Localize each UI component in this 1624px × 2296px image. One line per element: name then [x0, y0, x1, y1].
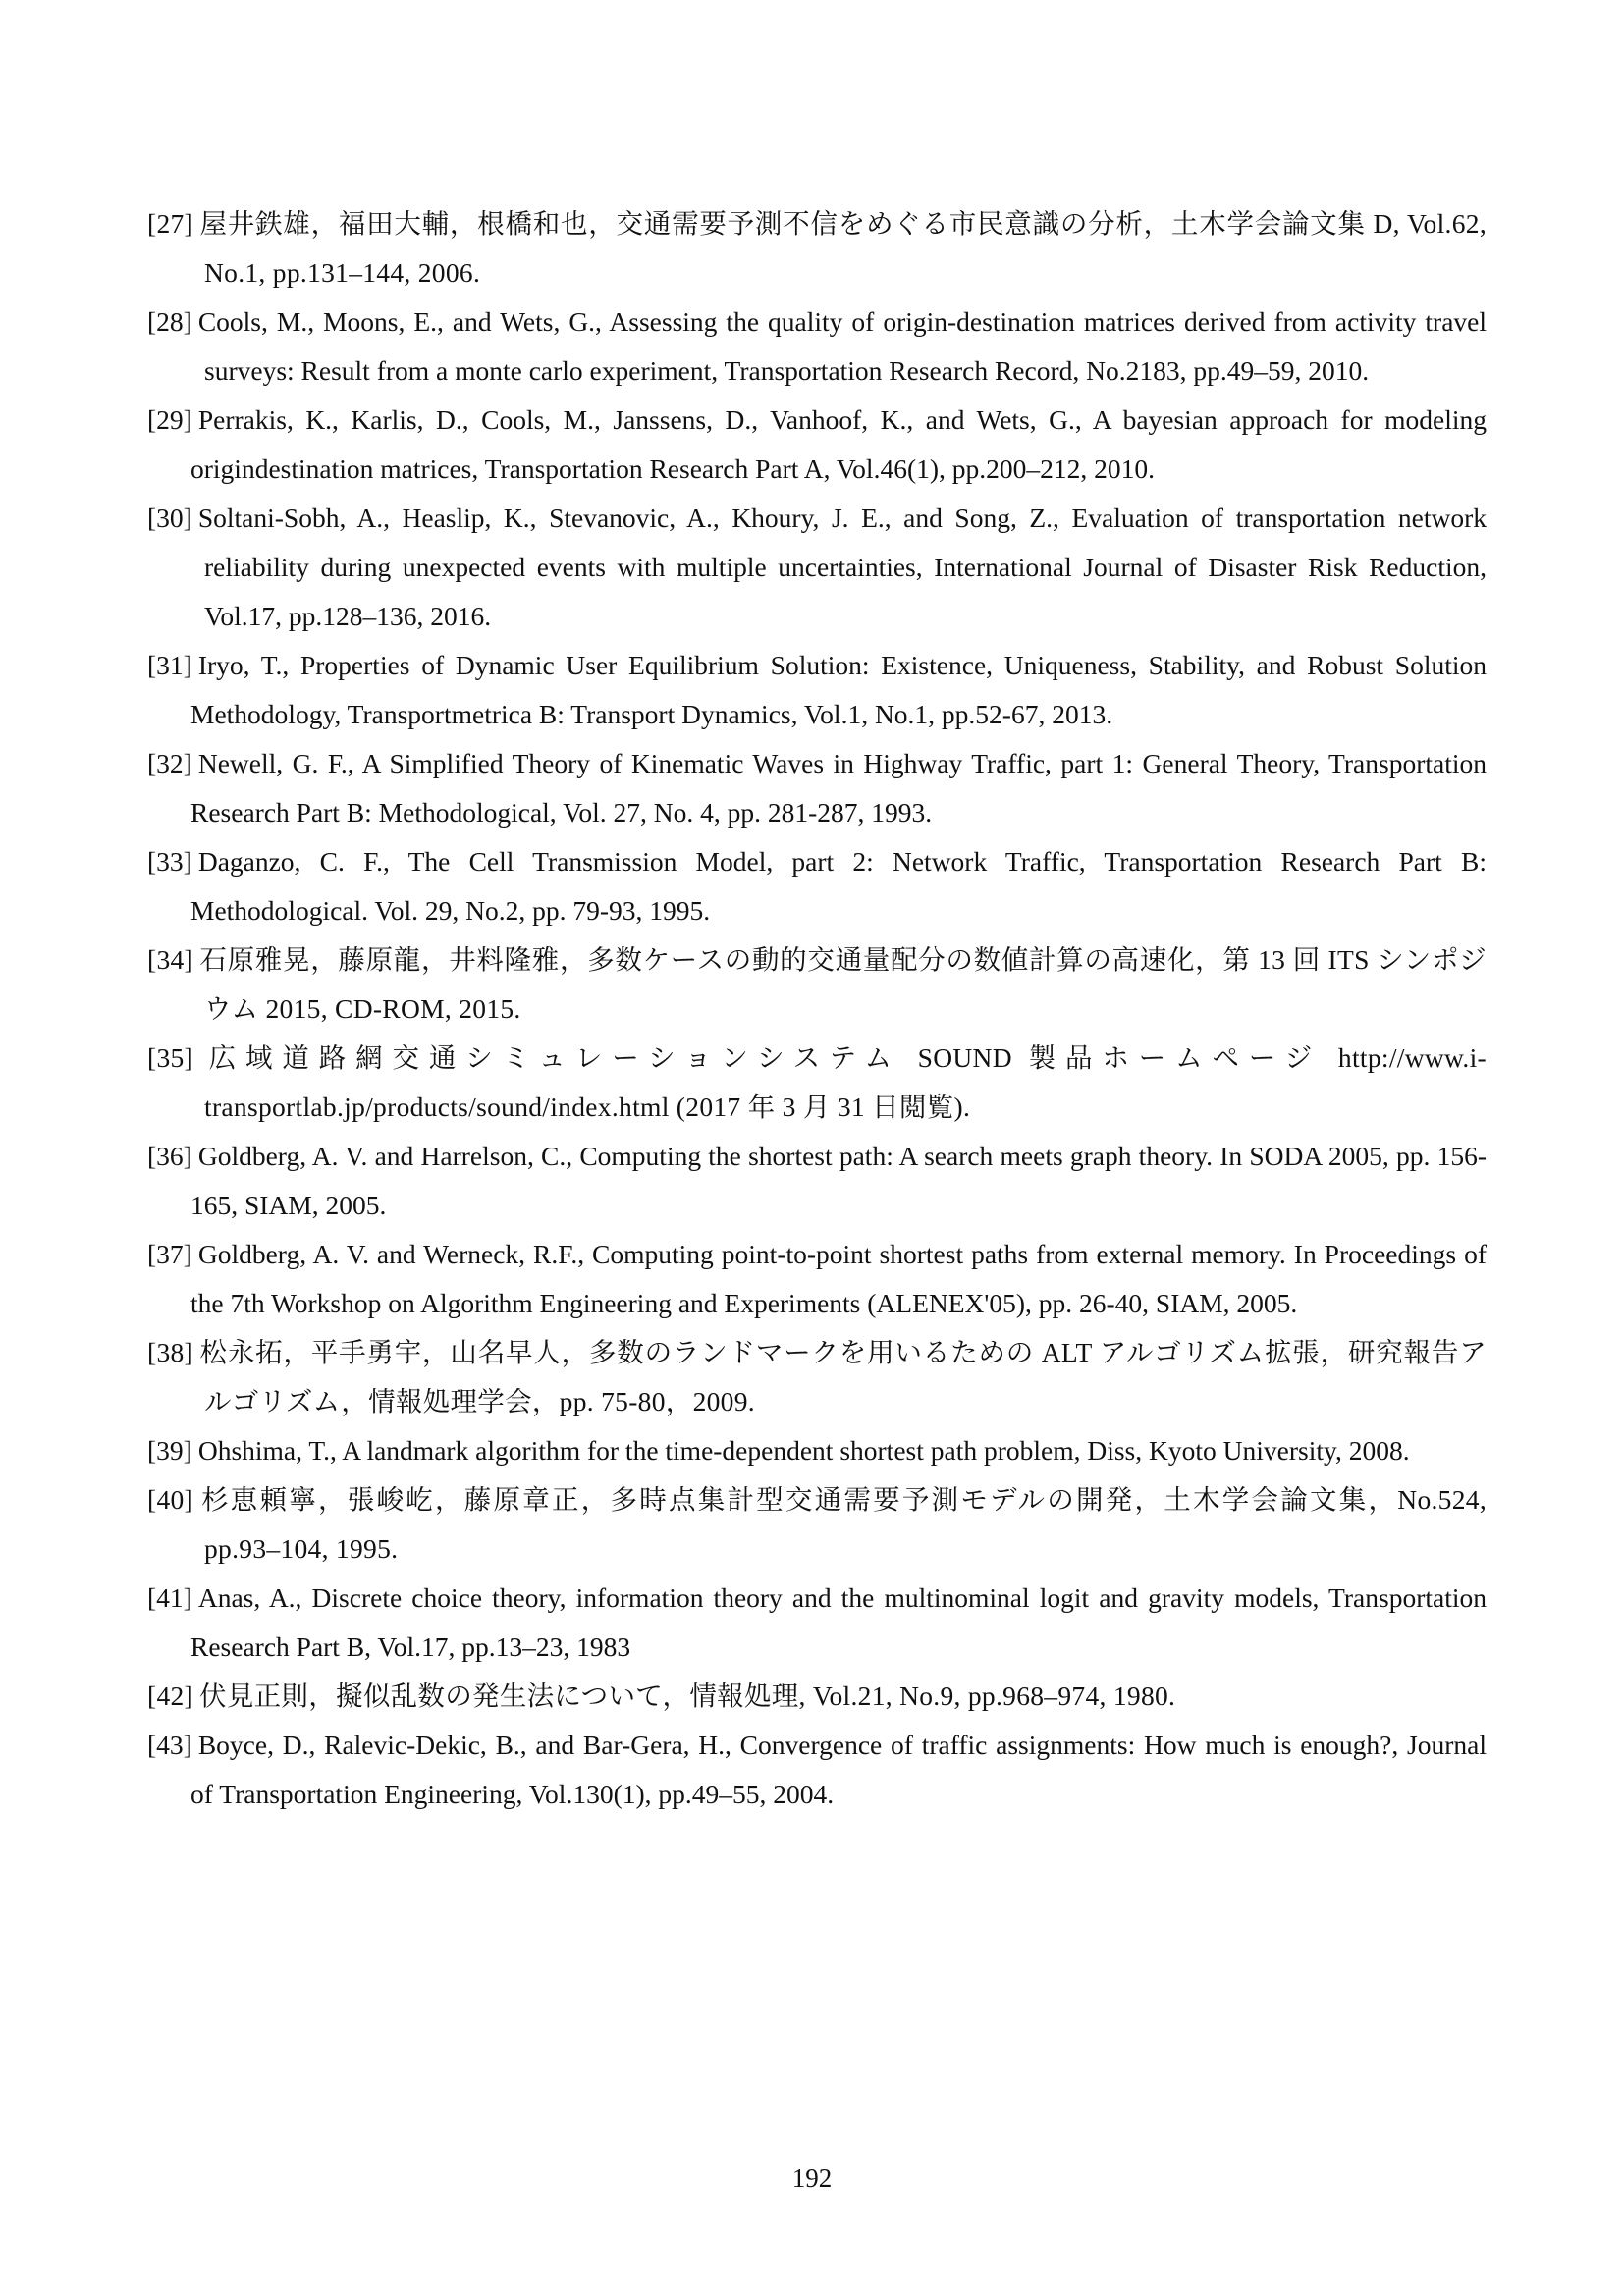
reference-item-30 — [147, 494, 1487, 641]
reference-label: [37] — [147, 1239, 192, 1269]
reference-label: [35] — [147, 1042, 194, 1073]
reference-text: Cools, M., Moons, E., and Wets, G., Assessing the quality of origin-destination matrices derived from activity travel surveys: Result from a monte carlo experiment, Transportation Research Record, No.2183, pp.49–59, 2010. — [197, 306, 1487, 386]
reference-label: [28] — [147, 306, 192, 337]
reference-label: [30] — [147, 503, 192, 533]
reference-text: Ohshima, T., A landmark algorithm for the time-dependent shortest path problem, Diss, Kyoto University, 2008. — [197, 1435, 1410, 1466]
reference-text: 屋井鉄雄，福田大輔，根橋和也，交通需要予測不信をめぐる市民意識の分析，土木学会論文集 D, Vol.62, No.1, pp.131–144, 2006. — [199, 208, 1487, 288]
reference-label: [39] — [147, 1435, 192, 1466]
reference-item-40 — [147, 1475, 1487, 1574]
reference-item-34 — [147, 935, 1487, 1034]
reference-label: [41] — [147, 1582, 192, 1613]
reference-text: 石原雅晃，藤原龍，井料隆雅，多数ケースの動的交通量配分の数値計算の高速化，第 13 回 ITS シンポジウム 2015, CD-ROM, 2015. — [199, 944, 1487, 1024]
reference-text: 杉恵頼寧，張峻屹，藤原章正，多時点集計型交通需要予測モデルの開発，土木学会論文集，No.524, pp.93–104, 1995. — [199, 1484, 1487, 1564]
reference-label: [43] — [147, 1730, 192, 1760]
reference-item-43 — [147, 1721, 1487, 1819]
reference-text: Newell, G. F., A Simplified Theory of Kinematic Waves in Highway Traffic, part 1: General Theory, Transportation Research Part B: Methodological, Vol. 27, No. 4, pp. 281-287, 1993. — [190, 748, 1487, 828]
reference-item-38 — [147, 1328, 1487, 1426]
reference-text: Anas, A., Discrete choice theory, information theory and the multinominal logit and gravity models, Transportation Research Part B, Vol.17, pp.13–23, 1983 — [190, 1582, 1487, 1662]
page-number: 192 — [791, 2163, 833, 2193]
reference-label: [40] — [147, 1484, 194, 1515]
reference-list — [147, 199, 1487, 1819]
reference-label: [32] — [147, 748, 192, 778]
reference-item-29 — [147, 396, 1487, 494]
reference-label: [42] — [147, 1681, 194, 1711]
reference-label: [34] — [147, 944, 194, 975]
reference-label: [27] — [147, 208, 194, 239]
reference-text: Perrakis, K., Karlis, D., Cools, M., Janssens, D., Vanhoof, K., and Wets, G., A bayesian approach for modeling origindestination matrices, Transportation Research Part A, Vol.46(1), pp.200–212, 2010. — [190, 404, 1487, 484]
reference-item-37 — [147, 1230, 1487, 1328]
reference-label: [38] — [147, 1337, 194, 1367]
reference-item-36 — [147, 1132, 1487, 1230]
reference-text: Boyce, D., Ralevic-Dekic, B., and Bar-Gera, H., Convergence of traffic assignments: How much is enough?, Journal of Transportation Engineering, Vol.130(1), pp.49–55, 2004. — [190, 1730, 1487, 1809]
reference-text: Daganzo, C. F., The Cell Transmission Model, part 2: Network Traffic, Transportation Research Part B: Methodological. Vol. 29, No.2, pp. 79-93, 1995. — [190, 846, 1487, 926]
reference-text: 松永拓，平手勇宇，山名早人，多数のランドマークを用いるための ALT アルゴリズム拡張，研究報告アルゴリズム，情報処理学会，pp. 75-80，2009. — [199, 1337, 1487, 1416]
reference-item-42 — [147, 1672, 1487, 1721]
reference-text: Iryo, T., Properties of Dynamic User Equilibrium Solution: Existence, Uniqueness, Stability, and Robust Solution Methodology, Transportmetrica B: Transport Dynamics, Vol.1, No.1, pp.52-67, 2013. — [190, 650, 1487, 729]
reference-item-33 — [147, 837, 1487, 935]
reference-item-28 — [147, 297, 1487, 396]
reference-text: Goldberg, A. V. and Harrelson, C., Computing the shortest path: A search meets graph theory. In SODA 2005, pp. 156-165, SIAM, 2005. — [190, 1141, 1487, 1220]
reference-text: 伏見正則，擬似乱数の発生法について，情報処理, Vol.21, No.9, pp.968–974, 1980. — [199, 1681, 1176, 1711]
reference-item-41 — [147, 1574, 1487, 1672]
reference-item-27 — [147, 199, 1487, 297]
reference-label: [33] — [147, 846, 192, 877]
reference-label: [29] — [147, 404, 192, 435]
reference-label: [31] — [147, 650, 192, 680]
reference-item-39 — [147, 1426, 1487, 1475]
reference-text: Goldberg, A. V. and Werneck, R.F., Computing point-to-point shortest paths from external memory. In Proceedings of the 7th Workshop on Algorithm Engineering and Experiments (ALENEX'05), pp. 26-40, SIAM, 2005. — [190, 1239, 1487, 1318]
reference-text: Soltani-Sobh, A., Heaslip, K., Stevanovic, A., Khoury, J. E., and Song, Z., Evaluation of transportation network reliability during unexpected events with multiple uncertainties, International Journal of Disaster Risk Reduction, Vol.17, pp.128–136, 2016. — [197, 503, 1487, 631]
reference-item-35 — [147, 1034, 1487, 1132]
reference-text: 広域道路網交通シミュレーションシステム SOUND 製品ホームページ http://www.i-transportlab.jp/products/sound/index.html (2017 年 3 月 31 日閲覧). — [199, 1042, 1487, 1122]
reference-item-32 — [147, 739, 1487, 837]
reference-label: [36] — [147, 1141, 192, 1171]
reference-item-31 — [147, 641, 1487, 739]
